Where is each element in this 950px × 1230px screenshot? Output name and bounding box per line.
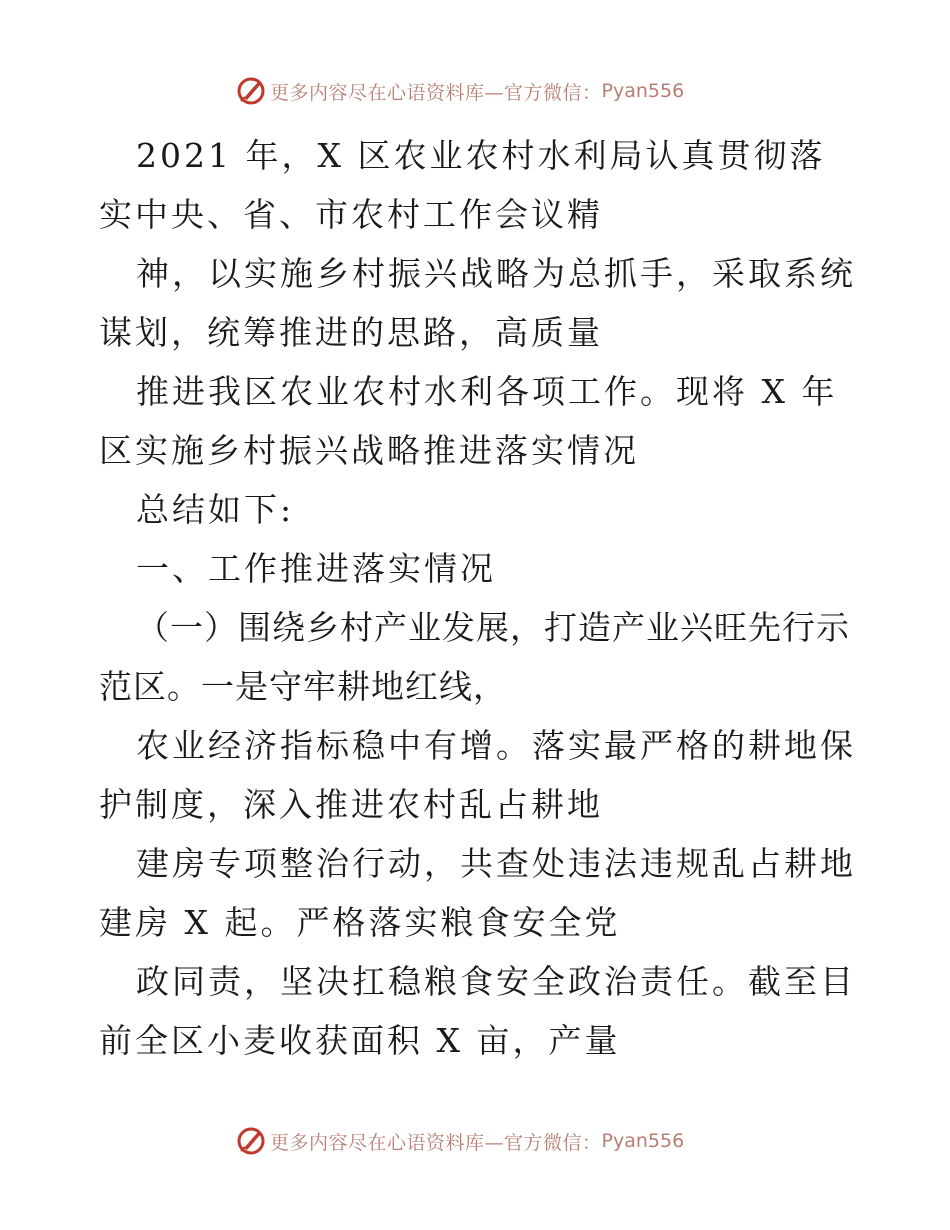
watermark-wechat-id: Pyan556 (601, 80, 685, 102)
quill-logo-icon (236, 76, 266, 106)
paragraph: 神，以实施乡村振兴战略为总抓手，采取系统谋划，统筹推进的思路，高质量 (99, 254, 856, 352)
paragraph: 农业经济指标稳中有增。落实最严格的耕地保护制度，深入推进农村乱占耕地 (99, 726, 856, 824)
document-body (99, 126, 859, 1070)
paragraph: 建房专项整治行动，共查处违法违规乱占耕地建房 X 起。严格落实粮食安全党 (99, 844, 856, 942)
section-heading: 一、工作推进落实情况 (136, 549, 496, 588)
watermark-text: 更多内容尽在心语资料库—官方微信： (270, 1131, 602, 1154)
paragraph: 总结如下: (136, 490, 295, 529)
watermark-text: 更多内容尽在心语资料库—官方微信： (270, 81, 602, 104)
quill-logo-icon (236, 1126, 266, 1156)
footer-watermark (236, 1126, 684, 1156)
paragraph: （一）围绕乡村产业发展，打造产业兴旺先行示范区。一是守牢耕地红线， (99, 608, 850, 706)
paragraph: 政同责，坚决扛稳粮食安全政治责任。截至目前全区小麦收获面积 X 亩，产量 (99, 962, 856, 1060)
header-watermark (236, 76, 684, 106)
paragraph: 推进我区农业农村水利各项工作。现将 X 年区实施乡村振兴战略推进落实情况 (99, 372, 838, 470)
watermark-wechat-id: Pyan556 (601, 1130, 685, 1152)
paragraph: 2021 年，X 区农业农村水利局认真贯彻落实中央、省、市农村工作会议精 (99, 136, 826, 234)
